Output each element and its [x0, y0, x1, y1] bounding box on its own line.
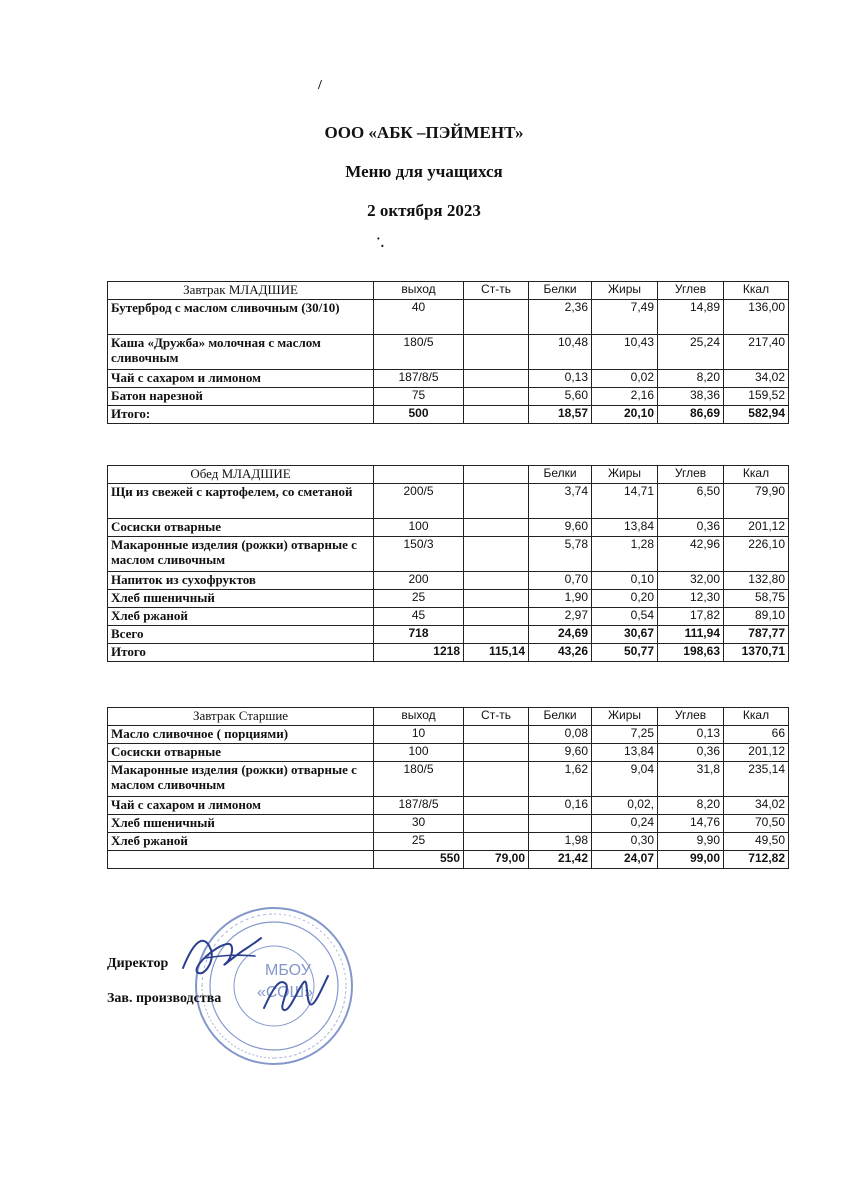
menu-date: 2 октября 2023: [367, 201, 481, 220]
dish-name: Сосиски отварные: [108, 744, 374, 762]
page-subtitle: Меню для учащихся: [345, 162, 503, 181]
total-portion: 550: [374, 851, 464, 869]
portion-cell: 187/8/5: [374, 370, 464, 388]
column-header: выход: [374, 282, 464, 300]
fat-cell: 14,71: [592, 484, 658, 519]
subtotal-fat: 30,67: [592, 626, 658, 644]
dish-name: Хлеб пшеничный: [108, 815, 374, 833]
protein-cell: 0,13: [529, 370, 592, 388]
table-row: [108, 797, 789, 815]
total-row: [108, 406, 789, 424]
carbs-cell: 0,36: [658, 519, 724, 537]
table-row: [108, 590, 789, 608]
production-head-signature: [258, 968, 333, 1018]
fat-cell: 1,28: [592, 537, 658, 572]
table-row: [108, 335, 789, 370]
dish-name: Хлеб ржаной: [108, 608, 374, 626]
fat-cell: 13,84: [592, 519, 658, 537]
dish-name: Бутерброд с маслом сливочным (30/10): [108, 300, 374, 335]
total-carbs: 198,63: [658, 644, 724, 662]
subtotal-price: [464, 626, 529, 644]
portion-cell: 187/8/5: [374, 797, 464, 815]
price-cell: [464, 726, 529, 744]
dish-name: Хлеб ржаной: [108, 833, 374, 851]
table-header-row: [108, 708, 789, 726]
price-cell: [464, 388, 529, 406]
protein-cell: 2,36: [529, 300, 592, 335]
carbs-cell: 25,24: [658, 335, 724, 370]
subtotal-protein: 24,69: [529, 626, 592, 644]
svg-text:МБОУ: МБОУ: [265, 962, 311, 979]
protein-cell: 1,98: [529, 833, 592, 851]
company-name: ООО «АБК –ПЭЙМЕНТ»: [324, 123, 524, 142]
kcal-cell: 136,00: [724, 300, 789, 335]
total-label: Итого:: [108, 406, 374, 424]
portion-cell: 100: [374, 744, 464, 762]
fat-cell: 7,25: [592, 726, 658, 744]
kcal-cell: 89,10: [724, 608, 789, 626]
total-row: [108, 644, 789, 662]
column-header: Ккал: [724, 708, 789, 726]
column-header: Ст-ть: [464, 282, 529, 300]
column-header: Белки: [529, 466, 592, 484]
stray-ink-mark: /: [318, 78, 322, 93]
table-row: [108, 572, 789, 590]
total-kcal: 712,82: [724, 851, 789, 869]
carbs-cell: 0,13: [658, 726, 724, 744]
column-header: Обед МЛАДШИЕ: [108, 466, 374, 484]
protein-cell: 10,48: [529, 335, 592, 370]
lunch-junior-table: [107, 465, 789, 662]
fat-cell: 7,49: [592, 300, 658, 335]
column-header: Углев: [658, 708, 724, 726]
protein-cell: 5,60: [529, 388, 592, 406]
subtotal-row: [108, 626, 789, 644]
fat-cell: 9,04: [592, 762, 658, 797]
column-header: Завтрак МЛАДШИЕ: [108, 282, 374, 300]
dish-name: Макаронные изделия (рожки) отварные с маслом сливочным: [108, 762, 374, 797]
total-protein: 43,26: [529, 644, 592, 662]
total-label: [108, 851, 374, 869]
price-cell: [464, 608, 529, 626]
carbs-cell: 17,82: [658, 608, 724, 626]
fat-cell: 13,84: [592, 744, 658, 762]
table-row: [108, 762, 789, 797]
price-cell: [464, 590, 529, 608]
total-label: Итого: [108, 644, 374, 662]
carbs-cell: 32,00: [658, 572, 724, 590]
price-cell: [464, 300, 529, 335]
dish-name: Щи из свежей с картофелем, со сметаной: [108, 484, 374, 519]
total-protein: 21,42: [529, 851, 592, 869]
dish-name: Чай с сахаром и лимоном: [108, 370, 374, 388]
protein-cell: 1,62: [529, 762, 592, 797]
carbs-cell: 38,36: [658, 388, 724, 406]
table-row: [108, 519, 789, 537]
total-protein: 18,57: [529, 406, 592, 424]
price-cell: [464, 833, 529, 851]
kcal-cell: 201,12: [724, 744, 789, 762]
fat-cell: 0,02,: [592, 797, 658, 815]
dish-name: Сосиски отварные: [108, 519, 374, 537]
kcal-cell: 132,80: [724, 572, 789, 590]
total-price: 115,14: [464, 644, 529, 662]
table-row: [108, 726, 789, 744]
protein-cell: 0,70: [529, 572, 592, 590]
dish-name: Масло сливочное ( порциями): [108, 726, 374, 744]
portion-cell: 200: [374, 572, 464, 590]
price-cell: [464, 519, 529, 537]
kcal-cell: 49,50: [724, 833, 789, 851]
column-header: Жиры: [592, 282, 658, 300]
total-kcal: 582,94: [724, 406, 789, 424]
kcal-cell: 159,52: [724, 388, 789, 406]
total-carbs: 86,69: [658, 406, 724, 424]
portion-cell: 25: [374, 590, 464, 608]
portion-cell: 25: [374, 833, 464, 851]
portion-cell: 180/5: [374, 762, 464, 797]
table-header-row: [108, 466, 789, 484]
kcal-cell: 70,50: [724, 815, 789, 833]
portion-cell: 10: [374, 726, 464, 744]
dish-name: Макаронные изделия (рожки) отварные с маслом сливочным: [108, 537, 374, 572]
portion-cell: 200/5: [374, 484, 464, 519]
protein-cell: 5,78: [529, 537, 592, 572]
column-header: Ккал: [724, 282, 789, 300]
total-price: [464, 406, 529, 424]
table-row: [108, 744, 789, 762]
price-cell: [464, 797, 529, 815]
price-cell: [464, 762, 529, 797]
kcal-cell: 79,90: [724, 484, 789, 519]
protein-cell: 0,08: [529, 726, 592, 744]
kcal-cell: 34,02: [724, 797, 789, 815]
fat-cell: 0,10: [592, 572, 658, 590]
total-fat: 24,07: [592, 851, 658, 869]
column-header: Жиры: [592, 466, 658, 484]
production-head-label: Зав. производства: [107, 991, 222, 1006]
carbs-cell: 31,8: [658, 762, 724, 797]
dish-name: Напиток из сухофруктов: [108, 572, 374, 590]
total-price: 79,00: [464, 851, 529, 869]
kcal-cell: 226,10: [724, 537, 789, 572]
total-carbs: 99,00: [658, 851, 724, 869]
carbs-cell: 9,90: [658, 833, 724, 851]
svg-text:«СОШ»: «СОШ»: [257, 984, 314, 1001]
carbs-cell: 0,36: [658, 744, 724, 762]
stray-ink-dots: ˙.: [376, 236, 385, 251]
column-header: Ст-ть: [464, 708, 529, 726]
price-cell: [464, 572, 529, 590]
total-fat: 20,10: [592, 406, 658, 424]
subtotal-carbs: 111,94: [658, 626, 724, 644]
table-row: [108, 370, 789, 388]
protein-cell: 0,16: [529, 797, 592, 815]
fat-cell: 0,20: [592, 590, 658, 608]
protein-cell: [529, 815, 592, 833]
column-header: выход: [374, 708, 464, 726]
table-row: [108, 484, 789, 519]
subtotal-label: Всего: [108, 626, 374, 644]
fat-cell: 0,30: [592, 833, 658, 851]
portion-cell: 75: [374, 388, 464, 406]
protein-cell: 9,60: [529, 744, 592, 762]
column-header: Завтрак Старшие: [108, 708, 374, 726]
director-signature: [175, 928, 265, 988]
price-cell: [464, 744, 529, 762]
total-portion: 1218: [374, 644, 464, 662]
portion-cell: 45: [374, 608, 464, 626]
carbs-cell: 6,50: [658, 484, 724, 519]
column-header: Жиры: [592, 708, 658, 726]
table-row: [108, 388, 789, 406]
kcal-cell: 217,40: [724, 335, 789, 370]
price-cell: [464, 370, 529, 388]
protein-cell: 9,60: [529, 519, 592, 537]
protein-cell: 3,74: [529, 484, 592, 519]
dish-name: Чай с сахаром и лимоном: [108, 797, 374, 815]
subtotal-kcal: 787,77: [724, 626, 789, 644]
column-header: [374, 466, 464, 484]
kcal-cell: 34,02: [724, 370, 789, 388]
column-header: Ккал: [724, 466, 789, 484]
fat-cell: 2,16: [592, 388, 658, 406]
breakfast-junior-table: [107, 281, 789, 424]
price-cell: [464, 335, 529, 370]
column-header: [464, 466, 529, 484]
carbs-cell: 12,30: [658, 590, 724, 608]
carbs-cell: 14,89: [658, 300, 724, 335]
kcal-cell: 66: [724, 726, 789, 744]
total-fat: 50,77: [592, 644, 658, 662]
protein-cell: 1,90: [529, 590, 592, 608]
table-row: [108, 537, 789, 572]
carbs-cell: 8,20: [658, 370, 724, 388]
dish-name: Батон нарезной: [108, 388, 374, 406]
table-row: [108, 815, 789, 833]
total-portion: 500: [374, 406, 464, 424]
portion-cell: 180/5: [374, 335, 464, 370]
table-header-row: [108, 282, 789, 300]
fat-cell: 0,02: [592, 370, 658, 388]
kcal-cell: 201,12: [724, 519, 789, 537]
column-header: Белки: [529, 708, 592, 726]
carbs-cell: 14,76: [658, 815, 724, 833]
total-row: [108, 851, 789, 869]
fat-cell: 0,24: [592, 815, 658, 833]
total-kcal: 1370,71: [724, 644, 789, 662]
protein-cell: 2,97: [529, 608, 592, 626]
column-header: Белки: [529, 282, 592, 300]
table-row: [108, 608, 789, 626]
table-row: [108, 300, 789, 335]
price-cell: [464, 484, 529, 519]
table-row: [108, 833, 789, 851]
carbs-cell: 42,96: [658, 537, 724, 572]
portion-cell: 150/3: [374, 537, 464, 572]
portion-cell: 100: [374, 519, 464, 537]
dish-name: Каша «Дружба» молочная с маслом сливочным: [108, 335, 374, 370]
fat-cell: 10,43: [592, 335, 658, 370]
breakfast-senior-table: [107, 707, 789, 869]
kcal-cell: 235,14: [724, 762, 789, 797]
kcal-cell: 58,75: [724, 590, 789, 608]
director-label: Директор: [107, 956, 169, 971]
price-cell: [464, 537, 529, 572]
fat-cell: 0,54: [592, 608, 658, 626]
portion-cell: 40: [374, 300, 464, 335]
price-cell: [464, 815, 529, 833]
subtotal-portion: 718: [374, 626, 464, 644]
column-header: Углев: [658, 466, 724, 484]
dish-name: Хлеб пшеничный: [108, 590, 374, 608]
carbs-cell: 8,20: [658, 797, 724, 815]
portion-cell: 30: [374, 815, 464, 833]
column-header: Углев: [658, 282, 724, 300]
